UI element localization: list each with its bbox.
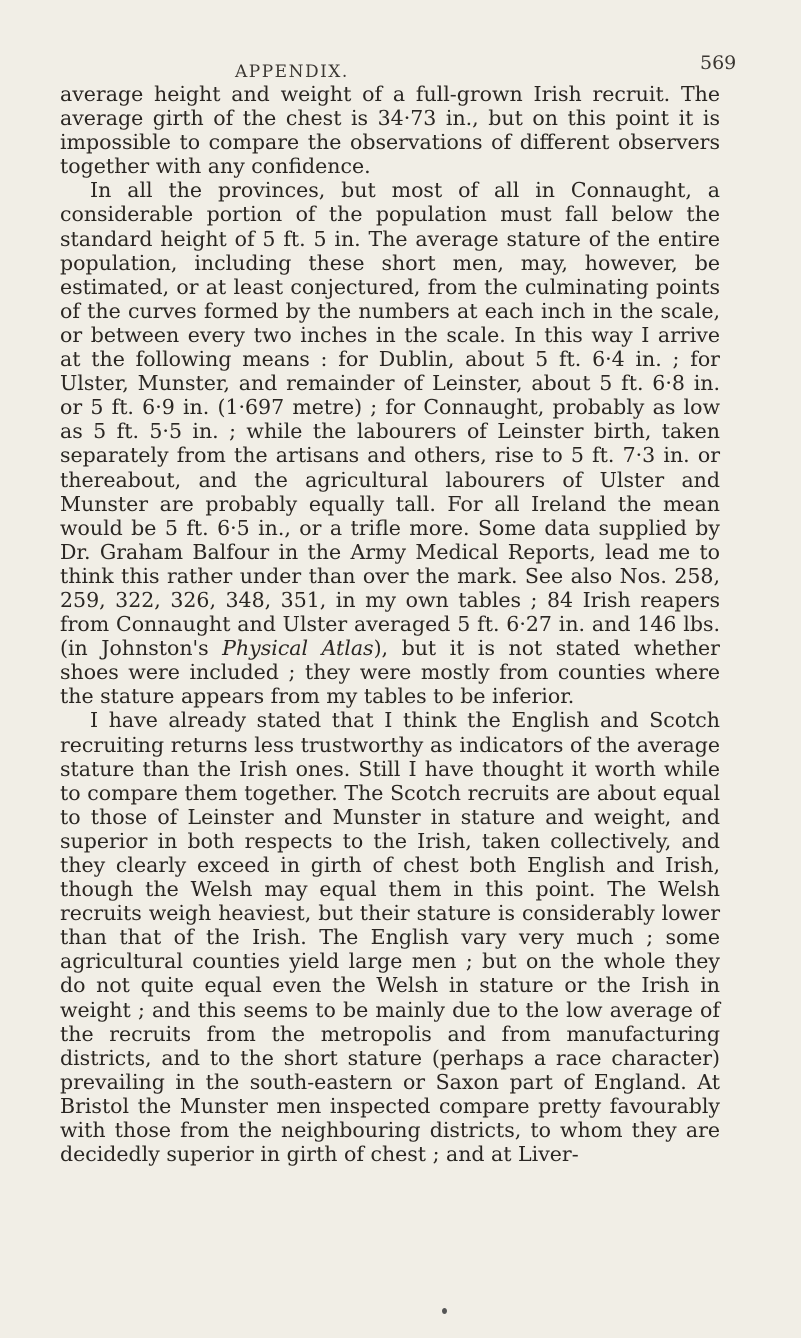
book-title-physical-atlas: Physical Atlas (222, 636, 374, 661)
paragraph-3: I have already stated that I think the English and Scotch recruiting returns less trustworthy as indicators of the average stature than the Irish ones. Still I have thought it worth while to compare them together. The Scotch recruits are about equal to those of Leinster and Munster in stature and weight, and superior in both respects to the Irish, taken collectively, and they clearly exceed in girth of chest both English and Irish, though the Welsh may equal them in this point. The Welsh recruits weigh heaviest, but their stature is considerably lower than that of the Irish. The English vary very much ; some agricultural counties yield large men ; but on the whole they do not quite equal even the Welsh in stature or the Irish in weight ; and this seems to be mainly due to the low average of the recruits from the metropolis and from manufacturing districts, and to the short stature (perhaps a race character) prevailing in the south-eastern or Saxon part of England. At Bristol the Munster men inspected compare pretty favourably with those from the neighbouring districts, to whom they are decidedly superior in girth of chest ; and at Liver- (60, 708, 720, 1167)
printer-mark (442, 1308, 447, 1314)
paragraph-2-end: ), but it is not stated whether shoes were included ; they were mostly from counties where the stature appears from my tables to be inferior. (60, 636, 720, 709)
running-head: APPENDIX. (235, 62, 349, 82)
paragraph-2 (60, 178, 720, 708)
page-number: 569 (700, 52, 737, 74)
paragraph-2-text: In all the provinces, but most of all in Connaught, a considerable portion of the population must fall below the standard height of 5 ft. 5 in. The average stature of the entire population, including these short men, may, however, be estimated, or at least conjectured, from the culminating points of the curves formed by the numbers at each inch in the scale, or between every two inches in the scale. In this way I arrive at the following means : for Dublin, about 5 ft. 6·4 in. ; for Ulster, Munster, and remainder of Leinster, about 5 ft. 6·8 in. or 5 ft. 6·9 in. (1·697 metre) ; for Connaught, probably as low as 5 ft. 5·5 in. ; while the labourers of Leinster birth, taken separately from the artisans and others, rise to 5 ft. 7·3 in. or thereabout, and the agricultural labourers of Ulster and Munster are probably equally tall. For all Ireland the mean would be 5 ft. 6·5 in., or a trifle more. Some data supplied by Dr. Graham Balfour in the Army Medical Reports, lead me to think this rather under than over the mark. See also Nos. 258, 259, 322, 326, 348, 351, in my own tables ; 84 Irish reapers from Connaught and Ulster averaged 5 ft. 6·27 in. and 146 lbs. (in Johnston's (60, 178, 720, 661)
paragraph-1: average height and weight of a full-grown Irish recruit. The average girth of the chest is 34·73 in., but on this point it is impossible to compare the observations of different observers together with any confidence. (60, 82, 720, 179)
body-text (60, 82, 720, 1166)
